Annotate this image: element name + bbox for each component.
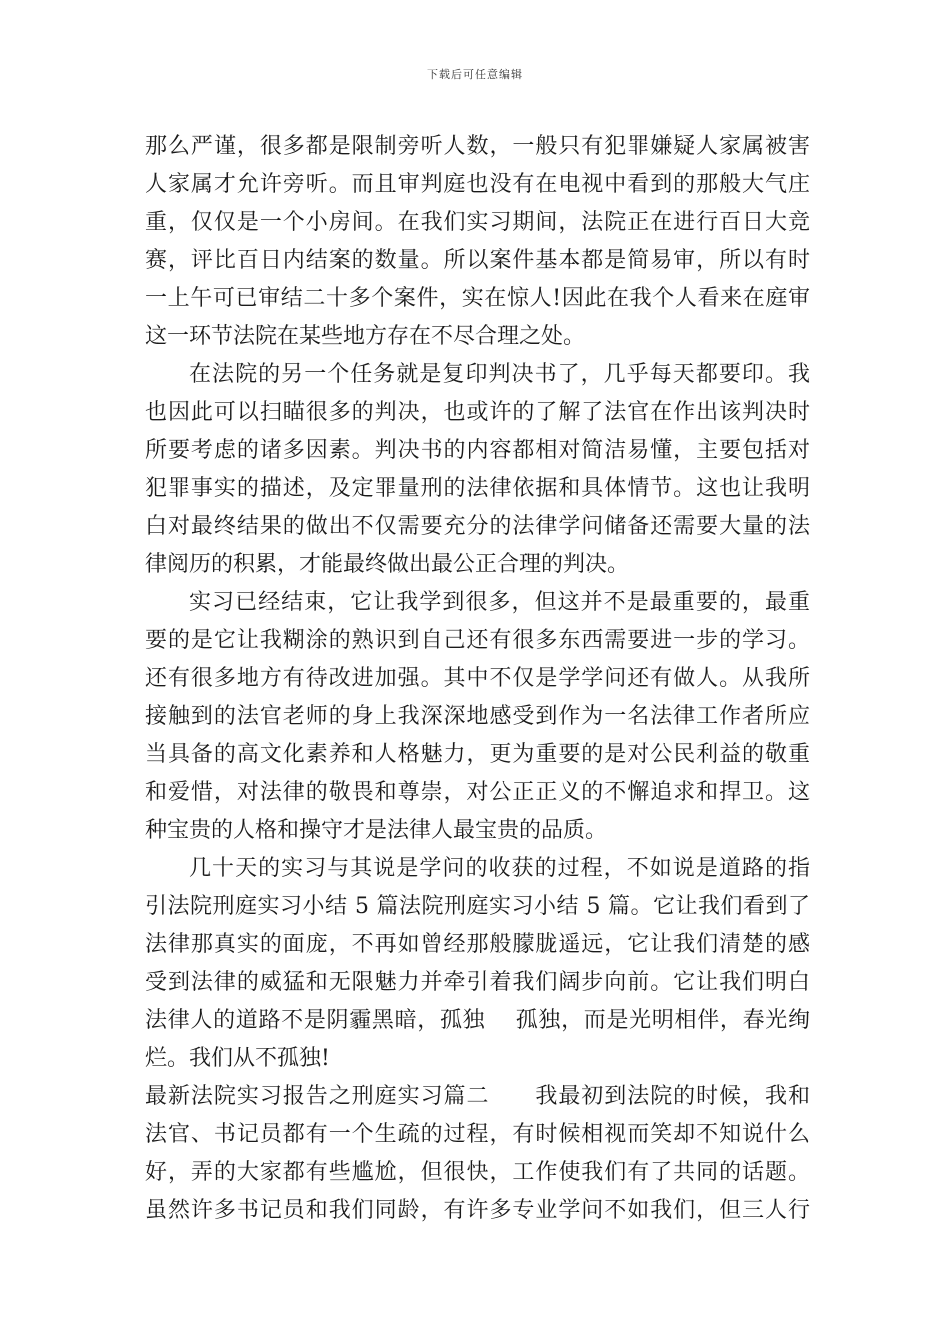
text-line: 白对最终结果的做出不仅需要充分的法律学问储备还需要大量的法 xyxy=(145,514,810,539)
text-line: 虽然许多书记员和我们同龄，有许多专业学问不如我们，但三人行 xyxy=(145,1198,810,1223)
text-line: 重，仅仅是一个小房间。在我们实习期间，法院正在进行百日大竞 xyxy=(145,210,810,235)
page-header: 下载后可任意编辑 xyxy=(427,68,523,81)
text-line: 受到法律的威猛和无限魅力并牵引着我们阔步向前。它让我们明白 xyxy=(145,970,810,995)
text-line: 犯罪事实的描述，及定罪量刑的法律依据和具体情节。这也让我明 xyxy=(145,476,810,501)
text-line: 这一环节法院在某些地方存在不尽合理之处。 xyxy=(145,324,586,349)
text-line: 所要考虑的诸多因素。判决书的内容都相对简洁易懂，主要包括对 xyxy=(145,438,810,463)
text-line: 也因此可以扫瞄很多的判决，也或许的了解了法官在作出该判决时 xyxy=(145,400,810,425)
text-line: 法官、书记员都有一个生疏的过程，有时候相视而笑却不知说什么 xyxy=(145,1122,810,1147)
text-line: 当具备的高文化素养和人格魅力，更为重要的是对公民利益的敬重 xyxy=(145,742,810,767)
text-line: 一上午可已审结二十多个案件，实在惊人!因此在我个人看来在庭审 xyxy=(145,286,810,311)
text-line: 和爱惜，对法律的敬畏和尊崇，对公正正义的不懈追求和捍卫。这 xyxy=(145,780,810,805)
paragraph-1 xyxy=(145,128,810,356)
text-line: 人家属才允许旁听。而且审判庭也没有在电视中看到的那般大气庄 xyxy=(145,172,810,197)
text-line: 种宝贵的人格和操守才是法律人最宝贵的品质。 xyxy=(145,818,608,843)
text-line: 烂。我们从不孤独! xyxy=(145,1046,330,1071)
text-line: 几十天的实习与其说是学问的收获的过程，不如说是道路的指 xyxy=(189,856,810,881)
text-line: 法律人的道路不是阴霾黑暗，孤独 孤独，而是光明相伴，春光绚 xyxy=(145,1008,810,1033)
text-line: 那么严谨，很多都是限制旁听人数，一般只有犯罪嫌疑人家属被害 xyxy=(145,134,810,159)
text-line: 实习已经结束，它让我学到很多，但这并不是最重要的，最重 xyxy=(189,590,810,615)
text-line: 要的是它让我糊涂的熟识到自己还有很多东西需要进一步的学习。 xyxy=(145,628,810,653)
text-line: 在法院的另一个任务就是复印判决书了，几乎每天都要印。我 xyxy=(189,362,810,387)
text-line: 赛，评比百日内结案的数量。所以案件基本都是简易审，所以有时 xyxy=(145,248,810,273)
paragraph-2 xyxy=(145,356,810,584)
text-line: 法律那真实的面庞，不再如曾经那般朦胧遥远，它让我们清楚的感 xyxy=(145,932,810,957)
text-line: 接触到的法官老师的身上我深深地感受到作为一名法律工作者所应 xyxy=(145,704,810,729)
paragraph-4 xyxy=(145,850,810,1078)
text-line: 还有很多地方有待改进加强。其中不仅是学学问还有做人。从我所 xyxy=(145,666,810,691)
paragraph-5 xyxy=(145,1078,810,1230)
document-body xyxy=(145,128,810,1230)
text-line: 好，弄的大家都有些尴尬，但很快，工作使我们有了共同的话题。 xyxy=(145,1160,810,1185)
paragraph-3 xyxy=(145,584,810,850)
text-line: 律阅历的积累，才能最终做出最公正合理的判决。 xyxy=(145,552,630,577)
text-line: 引法院刑庭实习小结 5 篇法院刑庭实习小结 5 篇。它让我们看到了 xyxy=(145,894,810,919)
text-line: 最新法院实习报告之刑庭实习篇二 我最初到法院的时候，我和 xyxy=(145,1084,810,1109)
